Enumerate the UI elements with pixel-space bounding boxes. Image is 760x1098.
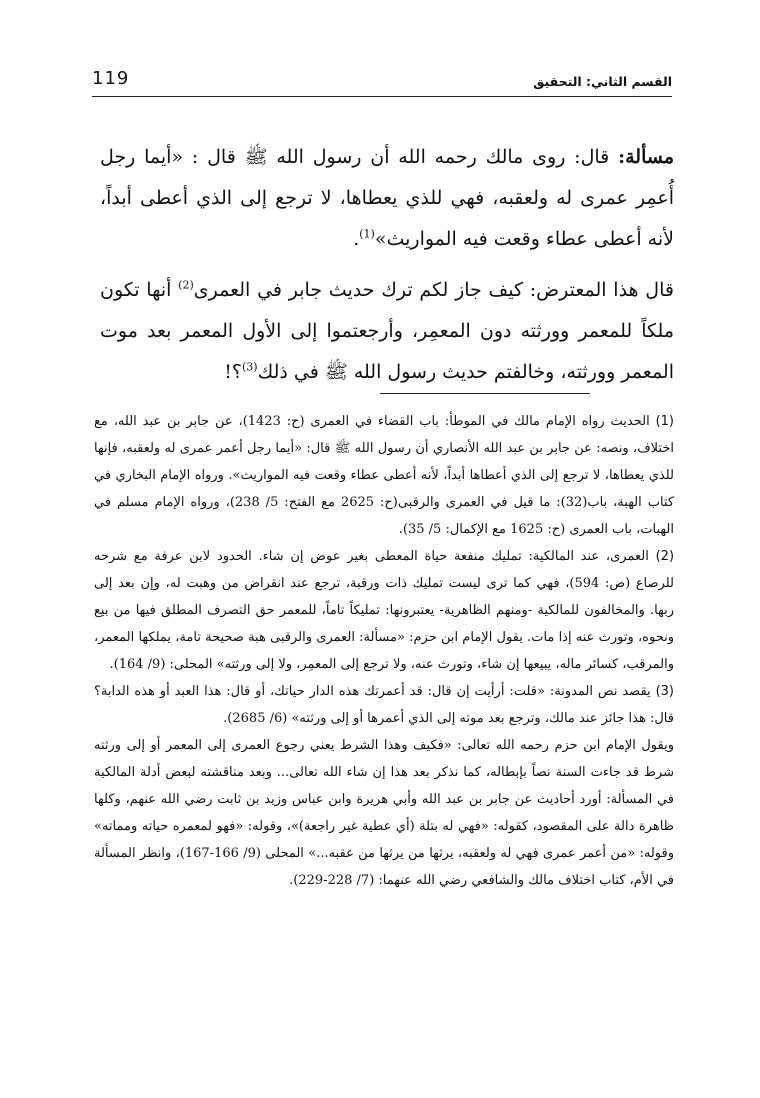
footnote-ref-3[interactable]: (3) — [241, 360, 258, 374]
objection-text-b: أنها تكون ملكاً للمعمر وورثته دون المعمِر، وأرجعتموا إلى الأول المعمر بعد موت المعمر وورثته، وخالفتم حديث رسول الله ﷺ في ذلك — [100, 279, 674, 383]
footnote-2 — [94, 543, 674, 678]
page-header — [92, 66, 672, 97]
footnotes — [94, 408, 674, 894]
running-title: القسم الثاني: التحقيق — [533, 74, 672, 89]
footnote-number: (1) — [655, 414, 674, 429]
objection-text-a: قال هذا المعترض: كيف جاز لكم ترك حديث جابر في العمرى — [193, 279, 674, 301]
footnote-number: (2) — [655, 549, 675, 564]
masala-end: . — [353, 228, 360, 250]
masala-label: مسألة: — [618, 146, 674, 168]
objection-end: ؟! — [224, 361, 242, 383]
footnote-1 — [94, 408, 674, 543]
page-number: 119 — [92, 68, 130, 89]
footnote-text: العمرى، عند المالكية: تمليك منفعة حياة المعطى بغير عوض إن شاء. الحدود لابن عرفة مع شرحه للرصاع (ص: 594)، فهي كما ترى ليست تمليك ذات ورقبة، ترجع عند انقراض من وهبت له، وإن بعد إلى ربها. والمخالفون للمالكية -ومنهم الظاهرية- يعتبرونها: تمليكاً تاماً، للمعمر حق التصرف المطلق فيها من بيع ونحوه، وتورث عنه إذا مات. يقول الإمام ابن حزم: «مسألة: العمرى والرقبى هبة صحيحة تامة، يملكها المعمر، والمرقب، كسائر ماله، يبيعها إن شاء، وتورث عنه، ولا ترجع إلى المعمِر، ولا إلى ورثته» المحلى: (9/ 164). — [94, 549, 674, 672]
footnote-3-continued — [94, 732, 674, 894]
footnote-text: يقصد نص المدونة: «قلت: أرأيت إن قال: قد أعمرتك هذه الدار حياتك، أو قال: هذا العبد أو هذه الدابة؟ قال: هذا جائز عند مالك، وترجع بعد موته إلى الذي أعمرها أو إلى ورثته» (6/ 2685). — [94, 684, 674, 726]
footnote-number: (3) — [655, 684, 674, 699]
footnote-3 — [94, 678, 674, 732]
footnote-divider — [380, 393, 590, 394]
footnote-ref-1[interactable]: (1) — [359, 227, 375, 241]
main-text — [100, 137, 674, 393]
footnote-text: الحديث رواه الإمام مالك في الموطأ: باب القضاء في العمرى (ح: 1423)، عن جابر بن عبد الله، مع اختلاف، ونصه: عن جابر بن عبد الله الأنصاري أن رسول الله ﷺ قال: «أيما رجل أعمر عمرى له ولعقبه، فإنها للذي يعطاها، لا ترجع إلى الذي أعطاها أبداً، لأنه أعطى عطاء وقعت فيه المواريث». ورواه الإمام البخاري في كتاب الهبة، باب(32): ما قيل في العمرى والرقبى(ح: 2625 مع الفتح: 5/ 238)، ورواه الإمام مسلم في الهبات، باب العمرى (ح: 1625 مع الإكمال: 5/ 35). — [94, 414, 675, 537]
paragraph-objection — [100, 270, 674, 393]
masala-text: قال: روى مالك رحمه الله أن رسول الله ﷺ قال : «أيما رجل أُعمِر عمرى له ولعقبه، فهي للذي يعطاها، لا ترجع إلى الذي أعطى أبداً، لأنه أعطى عطاء وقعت فيه المواريث» — [100, 146, 674, 250]
footnote-text: ويقول الإمام ابن حزم رحمه الله تعالى: «فكيف وهذا الشرط يعني رجوع العمرى إلى المعمر أو إلى ورثته شرط قد جاءت السنة نصاً بإبطاله، كما نذكر بعد هذا إن شاء الله تعالى... وبعد مناقشته لبعض أدلة المالكية في المسألة: أورد أحاديث عن جابر بن عبد الله وأبي هريرة وابن عباس وزيد بن ثابت رضي الله عنهم، وكلها ظاهرة دالة على المقصود، كقوله: «فهي له بتلة (أي عطية غير راجعة)»، وقوله: «فهو لمعمره حياته ومماته» وقوله: «من أعمر عمرى فهي له ولعقبه، يرثها من يرثها من عقبه...» المحلى (9/ 166-167)، وانظر المسألة في الأم، كتاب اختلاف مالك والشافعي رضي الله عنهما: (7/ 228-229). — [94, 738, 674, 888]
footnote-ref-2[interactable]: (2) — [178, 278, 194, 292]
paragraph-masala — [100, 137, 674, 260]
